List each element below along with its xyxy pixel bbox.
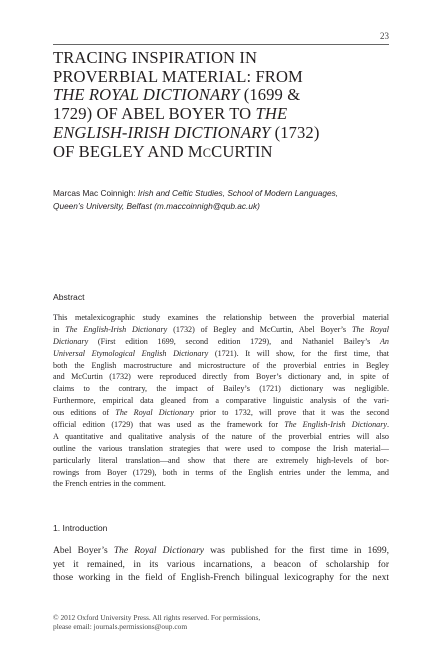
text-line (53, 407, 389, 419)
italic-title-reference: An (379, 336, 389, 346)
italic-title-reference: The Royal Dictionary (113, 545, 205, 556)
title-italic-text: THE (255, 104, 288, 124)
text-run: Furthermore, empirical data gleaned from a comparative linguistic analysis of the vari- (53, 396, 389, 406)
text-line (53, 558, 389, 572)
italic-title-reference: The English-Irish Dictionary (284, 420, 387, 430)
text-run: claims to the contrary, the impact of Bailey’s (1721) dictionary was negligible. (53, 384, 389, 394)
title-line (53, 105, 393, 124)
introduction-body (53, 544, 389, 585)
text-run: particularly literal translation—and show that there are extremely high-levels of bor- (53, 455, 389, 465)
title-text: OF BEGLEY AND M (53, 141, 203, 161)
text-line (53, 336, 389, 348)
italic-title-reference: Dictionary (53, 336, 89, 346)
text-line (53, 419, 389, 431)
text-run: and McCurtin (1732) were reproduced directly from Boyer’s dictionary and, in spite of (53, 372, 389, 382)
text-run: rowings from Boyer (1729), both in terms of the English entries under the lemma, and (53, 467, 389, 477)
text-line (53, 467, 389, 479)
title-line (53, 49, 393, 68)
text-run: (1732) of Begley and McCurtin, Abel Boyer’s (167, 324, 352, 334)
author-line (53, 200, 393, 213)
text-run: . (386, 420, 389, 430)
title-line (53, 124, 393, 143)
title-text: CURTIN (211, 141, 273, 161)
text-run: those working in the field of English-French bilingual lexicography for the next (53, 572, 389, 584)
text-line (53, 348, 389, 360)
text-run: both the English macrostructure and microstructure of the proverbial entries in Begley (53, 360, 389, 370)
text-line (53, 443, 389, 455)
text-run: (1721). It will show, for the first time, that (208, 348, 389, 358)
title-line (53, 86, 393, 105)
text-line (53, 324, 389, 336)
text-line (53, 431, 389, 443)
author-line (53, 187, 393, 200)
copyright-footer (53, 613, 393, 632)
text-run: ous editions of (53, 408, 116, 418)
text-line (53, 571, 389, 585)
author-affiliation (53, 187, 393, 212)
text-run: This metalexicographic study examines the relationship between the proverbial material (53, 313, 389, 322)
page-number: 23 (380, 31, 389, 41)
text-run: Abel Boyer’s (53, 545, 114, 556)
title-line (53, 68, 393, 87)
title-line (53, 143, 393, 163)
text-line (53, 371, 389, 383)
author-name: Marcas Mac Coinnigh: (53, 188, 136, 198)
title-small-cap: C (202, 145, 212, 160)
text-run: the French entries in the comment. (53, 479, 166, 489)
section-heading: 1. Introduction (53, 523, 108, 533)
text-line (53, 395, 389, 407)
text-run: official edition (1729) that was used as the framework for (53, 420, 285, 430)
text-line (53, 478, 389, 490)
text-line (53, 383, 389, 395)
text-run: in (53, 324, 66, 334)
text-run: yet it remained, in its various incarnations, a beacon of scholarship for (53, 558, 389, 570)
abstract-heading: Abstract (53, 292, 85, 302)
text-run: (First edition 1699, second edition 1729), and Nathaniel Bailey’s (88, 336, 380, 346)
title-text: PROVERBIAL MATERIAL: FROM (53, 66, 303, 86)
footer-line: © 2012 Oxford University Press. All rights reserved. For permissions, (53, 613, 261, 622)
text-line (53, 312, 389, 324)
text-line (53, 544, 389, 558)
footer-line: please email: journals.permissions@oup.com (53, 622, 188, 632)
text-run: outline the various translation strategies that were used to compose the Irish material— (53, 443, 389, 453)
title-text: (1699 & (239, 85, 301, 105)
title-italic-text: THE ROYAL DICTIONARY (53, 85, 240, 105)
affiliation-text: Irish and Celtic Studies, School of Modern Languages, (135, 188, 339, 198)
italic-title-reference: The Royal Dictionary (115, 408, 194, 418)
title-text: 1729) OF ABEL BOYER TO (53, 104, 256, 124)
title-text: (1732) (270, 122, 320, 142)
text-run: was published for the first time in 1699, (204, 545, 389, 556)
affiliation-text: Queen’s University, Belfast (m.maccoinnigh@qub.ac.uk) (53, 200, 260, 211)
italic-title-reference: The Royal (351, 324, 389, 334)
text-line (53, 455, 389, 467)
italic-title-reference: Universal Etymological English Dictionary (53, 348, 209, 358)
text-run: prior to 1732, will prove that it was the second (193, 408, 389, 418)
article-title (53, 49, 393, 162)
title-italic-text: ENGLISH-IRISH DICTIONARY (53, 122, 271, 142)
abstract-body (53, 312, 389, 490)
title-text: TRACING INSPIRATION IN (53, 48, 258, 67)
text-run: A quantitative and qualitative analysis of the nature of the proverbial entries will also (53, 431, 389, 441)
top-rule (53, 44, 389, 45)
italic-title-reference: The English-Irish Dictionary (65, 324, 168, 334)
text-line (53, 360, 389, 372)
